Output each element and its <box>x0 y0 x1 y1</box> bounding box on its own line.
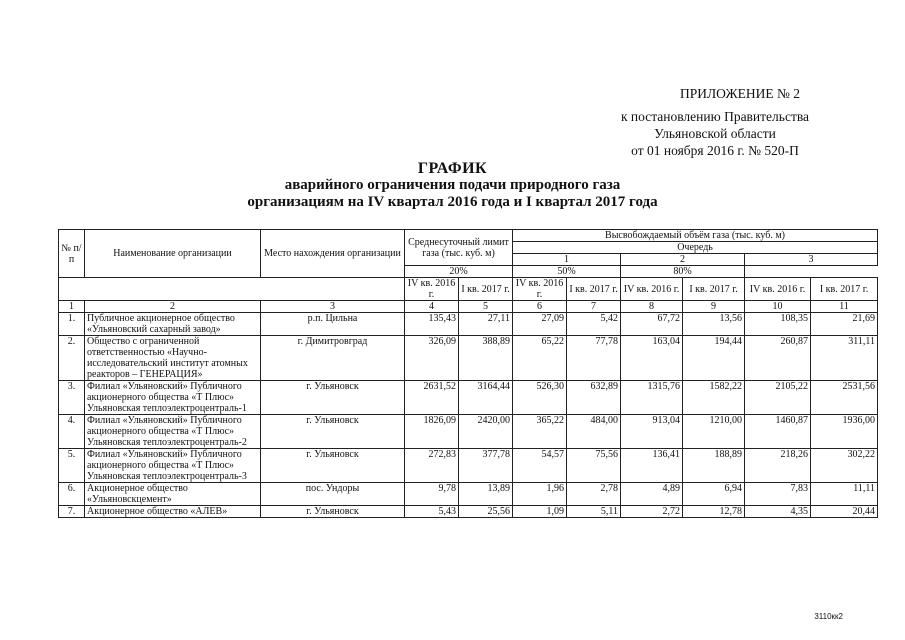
limit-iv: 5,43 <box>405 506 459 518</box>
decree-line-1: к постановлению Правительства <box>620 109 810 124</box>
column-number: 1 <box>59 301 85 313</box>
org-location: г. Ульяновск <box>261 506 405 518</box>
q2-iv: 136,41 <box>621 449 683 483</box>
column-number: 10 <box>745 301 811 313</box>
table-row <box>59 336 878 381</box>
q3-iv: 108,35 <box>745 313 811 336</box>
row-number: 6. <box>59 483 85 506</box>
row-number: 4. <box>59 415 85 449</box>
header-queue: Очередь <box>513 242 878 254</box>
limit-i: 13,89 <box>459 483 513 506</box>
q3-iv: 2105,22 <box>745 381 811 415</box>
limit-iv: 9,78 <box>405 483 459 506</box>
header-percent-3: 80% <box>621 266 745 278</box>
limit-iv: 2631,52 <box>405 381 459 415</box>
q3-iv: 4,35 <box>745 506 811 518</box>
q3-i: 2531,56 <box>811 381 878 415</box>
header-q-i: I кв. 2017 г. <box>811 278 878 301</box>
limit-iv: 326,09 <box>405 336 459 381</box>
header-q-iv: IV кв. 2016 г. <box>405 278 459 301</box>
header-location: Место нахождения организации <box>261 230 405 278</box>
row-number: 5. <box>59 449 85 483</box>
table-row <box>59 313 878 336</box>
org-name: Филиал «Ульяновский» Публичного акционерного общества «Т Плюс» Ульяновская теплоэлектроцентраль-3 <box>85 449 261 483</box>
q1-i: 2,78 <box>567 483 621 506</box>
q3-iv: 218,26 <box>745 449 811 483</box>
header-number: № п/п <box>59 230 85 278</box>
q1-i: 5,42 <box>567 313 621 336</box>
q3-iv: 1460,87 <box>745 415 811 449</box>
q2-iv: 4,89 <box>621 483 683 506</box>
org-location: г. Ульяновск <box>261 449 405 483</box>
limit-i: 27,11 <box>459 313 513 336</box>
column-number: 6 <box>513 301 567 313</box>
limit-i: 377,78 <box>459 449 513 483</box>
header-q-iv: IV кв. 2016 г. <box>513 278 567 301</box>
org-name: Публичное акционерное общество «Ульяновский сахарный завод» <box>85 313 261 336</box>
org-location: г. Ульяновск <box>261 415 405 449</box>
header-q-iv: IV кв. 2016 г. <box>745 278 811 301</box>
limit-i: 2420,00 <box>459 415 513 449</box>
q2-i: 13,56 <box>683 313 745 336</box>
q1-iv: 1,96 <box>513 483 567 506</box>
q3-i: 21,69 <box>811 313 878 336</box>
q3-i: 1936,00 <box>811 415 878 449</box>
column-number: 3 <box>261 301 405 313</box>
header-q-i: I кв. 2017 г. <box>459 278 513 301</box>
table-row <box>59 483 878 506</box>
title-line-2: аварийного ограничения подачи природного газа <box>284 177 621 193</box>
q2-i: 188,89 <box>683 449 745 483</box>
q3-i: 302,22 <box>811 449 878 483</box>
header-queue-3: 3 <box>745 254 878 266</box>
limit-i: 3164,44 <box>459 381 513 415</box>
header-q-iv: IV кв. 2016 г. <box>621 278 683 301</box>
q1-iv: 526,30 <box>513 381 567 415</box>
org-name: Акционерное общество «АЛЕВ» <box>85 506 261 518</box>
q3-i: 311,11 <box>811 336 878 381</box>
q3-i: 11,11 <box>811 483 878 506</box>
attachment-number: ПРИЛОЖЕНИЕ № 2 <box>679 86 800 101</box>
row-number: 7. <box>59 506 85 518</box>
gas-limit-table <box>58 229 878 518</box>
limit-iv: 135,43 <box>405 313 459 336</box>
row-number: 1. <box>59 313 85 336</box>
org-location: г. Ульяновск <box>261 381 405 415</box>
q3-iv: 7,83 <box>745 483 811 506</box>
column-number: 11 <box>811 301 878 313</box>
org-name: Общество с ограниченной ответственностью «Научно-исследовательский институт атомных реакторов – ГЕНЕРАЦИЯ» <box>85 336 261 381</box>
column-number: 9 <box>683 301 745 313</box>
q1-i: 77,78 <box>567 336 621 381</box>
q1-iv: 1,09 <box>513 506 567 518</box>
q2-i: 194,44 <box>683 336 745 381</box>
org-location: р.п. Цильна <box>261 313 405 336</box>
header-q-i: I кв. 2017 г. <box>567 278 621 301</box>
decree-line-3: от 01 ноября 2016 г. № 520-П <box>631 143 799 158</box>
column-number: 7 <box>567 301 621 313</box>
table-row <box>59 506 878 518</box>
header-percent-2: 50% <box>513 266 621 278</box>
table-row <box>59 415 878 449</box>
org-name: Акционерное общество «Ульяновскцемент» <box>85 483 261 506</box>
q1-i: 484,00 <box>567 415 621 449</box>
q1-iv: 65,22 <box>513 336 567 381</box>
column-number: 4 <box>405 301 459 313</box>
q1-iv: 27,09 <box>513 313 567 336</box>
limit-iv: 272,83 <box>405 449 459 483</box>
q3-iv: 260,87 <box>745 336 811 381</box>
table-row <box>59 449 878 483</box>
q2-i: 1210,00 <box>683 415 745 449</box>
header-q-i: I кв. 2017 г. <box>683 278 745 301</box>
header-queue-1: 1 <box>513 254 621 266</box>
title-line-1: ГРАФИК <box>417 160 488 177</box>
q2-i: 6,94 <box>683 483 745 506</box>
org-location: пос. Ундоры <box>261 483 405 506</box>
header-percent-1: 20% <box>405 266 513 278</box>
document-title <box>0 160 905 211</box>
column-number: 8 <box>621 301 683 313</box>
header-org-name: Наименование организации <box>85 230 261 278</box>
org-name: Филиал «Ульяновский» Публичного акционерного общества «Т Плюс» Ульяновская теплоэлектроцентраль-1 <box>85 381 261 415</box>
decree-line-2: Ульяновской области <box>654 126 776 141</box>
column-number: 5 <box>459 301 513 313</box>
q2-iv: 67,72 <box>621 313 683 336</box>
limit-i: 388,89 <box>459 336 513 381</box>
row-number: 2. <box>59 336 85 381</box>
header-daily-limit: Среднесуточный лимит газа (тыс. куб. м) <box>405 230 513 266</box>
q2-i: 12,78 <box>683 506 745 518</box>
header-queue-2: 2 <box>621 254 745 266</box>
table-row <box>59 381 878 415</box>
limit-iv: 1826,09 <box>405 415 459 449</box>
q2-iv: 163,04 <box>621 336 683 381</box>
q2-iv: 1315,76 <box>621 381 683 415</box>
row-number: 3. <box>59 381 85 415</box>
header-released-volume: Высвобождаемый объём газа (тыс. куб. м) <box>513 230 878 242</box>
q1-iv: 54,57 <box>513 449 567 483</box>
org-location: г. Димитровград <box>261 336 405 381</box>
decree-reference <box>560 108 870 159</box>
header-spacer <box>59 278 405 301</box>
org-name: Филиал «Ульяновский» Публичного акционерного общества «Т Плюс» Ульяновская теплоэлектроцентраль-2 <box>85 415 261 449</box>
document-code: 3110кк2 <box>814 612 843 621</box>
q1-iv: 365,22 <box>513 415 567 449</box>
limit-i: 25,56 <box>459 506 513 518</box>
q2-iv: 913,04 <box>621 415 683 449</box>
title-line-3: организациям на IV квартал 2016 года и I квартал 2017 года <box>247 194 658 210</box>
q1-i: 5,11 <box>567 506 621 518</box>
column-number: 2 <box>85 301 261 313</box>
q3-i: 20,44 <box>811 506 878 518</box>
q2-iv: 2,72 <box>621 506 683 518</box>
q1-i: 75,56 <box>567 449 621 483</box>
q1-i: 632,89 <box>567 381 621 415</box>
q2-i: 1582,22 <box>683 381 745 415</box>
